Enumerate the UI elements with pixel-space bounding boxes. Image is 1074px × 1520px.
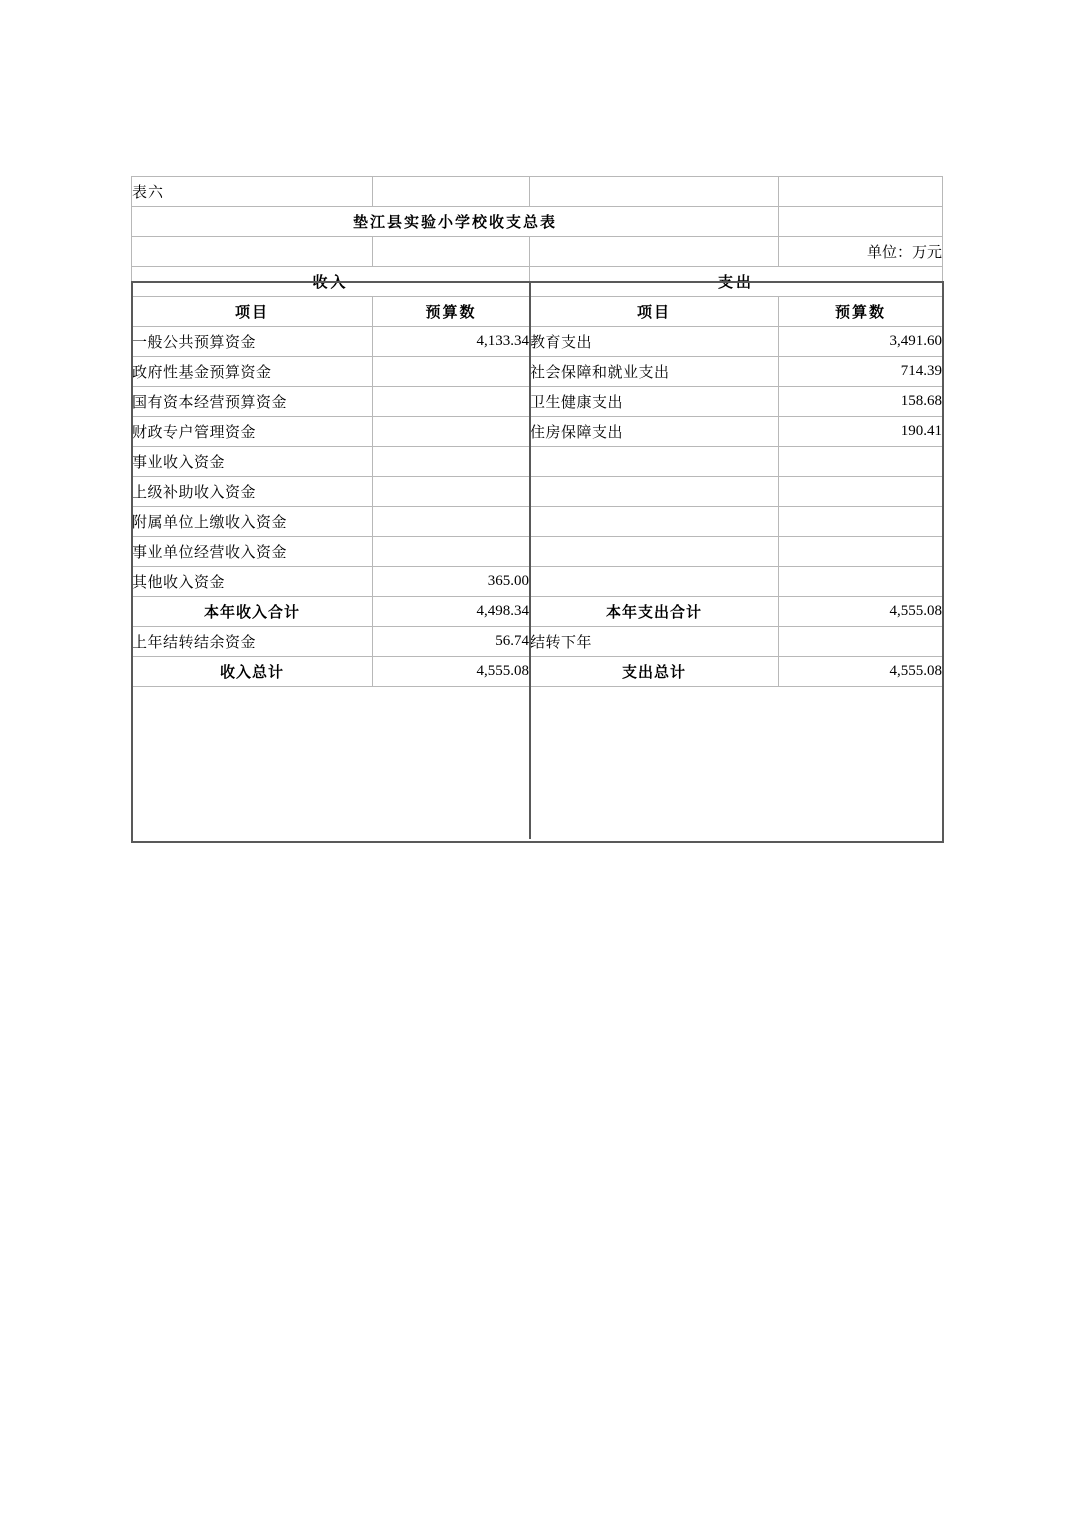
- income-section-header: 收入: [132, 267, 530, 297]
- income-item: 一般公共预算资金: [132, 327, 373, 357]
- subtotal-row: [132, 597, 943, 627]
- expense-item: [530, 507, 779, 537]
- spacer-cell: [779, 207, 943, 237]
- spacer-cell: [132, 237, 373, 267]
- income-budget-header: 预算数: [373, 297, 530, 327]
- expense-value: 158.68: [779, 387, 943, 417]
- income-value: [373, 387, 530, 417]
- expense-value: 190.41: [779, 417, 943, 447]
- spacer-cell: [779, 177, 943, 207]
- income-item: 国有资本经营预算资金: [132, 387, 373, 417]
- spacer-cell: [530, 177, 779, 207]
- table-row: [132, 327, 943, 357]
- expense-section-header: 支出: [530, 267, 943, 297]
- income-value: 365.00: [373, 567, 530, 597]
- spacer-cell: [530, 237, 779, 267]
- expense-item: [530, 537, 779, 567]
- unit-note: 单位：万元: [779, 237, 943, 267]
- table-row: [132, 417, 943, 447]
- income-item: 上级补助收入资金: [132, 477, 373, 507]
- income-subtotal-value: 4,498.34: [373, 597, 530, 627]
- expense-value: [779, 447, 943, 477]
- form-tag-row: [132, 177, 943, 207]
- income-item: 政府性基金预算资金: [132, 357, 373, 387]
- table-row: [132, 537, 943, 567]
- page-title: 垫江县实验小学校收支总表: [132, 207, 779, 237]
- income-value: [373, 477, 530, 507]
- income-total-label: 收入总计: [132, 657, 373, 687]
- spacer-cell: [373, 237, 530, 267]
- expense-item: [530, 567, 779, 597]
- income-value: 4,133.34: [373, 327, 530, 357]
- income-value: [373, 357, 530, 387]
- grand-total-row: [132, 657, 943, 687]
- carryover-income-value: 56.74: [373, 627, 530, 657]
- column-header-row: [132, 297, 943, 327]
- table-row: [132, 357, 943, 387]
- income-item-header: 项目: [132, 297, 373, 327]
- income-value: [373, 537, 530, 567]
- expense-item: [530, 477, 779, 507]
- table-row: [132, 567, 943, 597]
- budget-table: [131, 176, 943, 687]
- carryover-row: [132, 627, 943, 657]
- income-total-value: 4,555.08: [373, 657, 530, 687]
- expense-item: [530, 447, 779, 477]
- income-subtotal-label: 本年收入合计: [132, 597, 373, 627]
- expense-total-label: 支出总计: [530, 657, 779, 687]
- carryover-expense-value: [779, 627, 943, 657]
- income-item: 其他收入资金: [132, 567, 373, 597]
- expense-subtotal-label: 本年支出合计: [530, 597, 779, 627]
- expense-value: 3,491.60: [779, 327, 943, 357]
- expense-value: [779, 477, 943, 507]
- expense-subtotal-value: 4,555.08: [779, 597, 943, 627]
- expense-value: [779, 537, 943, 567]
- expense-value: [779, 507, 943, 537]
- spacer-cell: [373, 177, 530, 207]
- income-item: 附属单位上缴收入资金: [132, 507, 373, 537]
- unit-row: [132, 237, 943, 267]
- table-row: [132, 507, 943, 537]
- table-row: [132, 387, 943, 417]
- table-row: [132, 477, 943, 507]
- income-value: [373, 507, 530, 537]
- section-header-row: [132, 267, 943, 297]
- expense-item: 教育支出: [530, 327, 779, 357]
- expense-value: [779, 567, 943, 597]
- expense-budget-header: 预算数: [779, 297, 943, 327]
- expense-value: 714.39: [779, 357, 943, 387]
- budget-sheet: [131, 176, 942, 687]
- title-row: [132, 207, 943, 237]
- table-row: [132, 447, 943, 477]
- income-value: [373, 447, 530, 477]
- form-tag: 表六: [132, 177, 373, 207]
- expense-item: 社会保障和就业支出: [530, 357, 779, 387]
- expense-item: 住房保障支出: [530, 417, 779, 447]
- expense-item: 卫生健康支出: [530, 387, 779, 417]
- income-item: 财政专户管理资金: [132, 417, 373, 447]
- carryover-income-label: 上年结转结余资金: [132, 627, 373, 657]
- expense-total-value: 4,555.08: [779, 657, 943, 687]
- income-item: 事业收入资金: [132, 447, 373, 477]
- expense-item-header: 项目: [530, 297, 779, 327]
- income-item: 事业单位经营收入资金: [132, 537, 373, 567]
- income-value: [373, 417, 530, 447]
- carryover-expense-label: 结转下年: [530, 627, 779, 657]
